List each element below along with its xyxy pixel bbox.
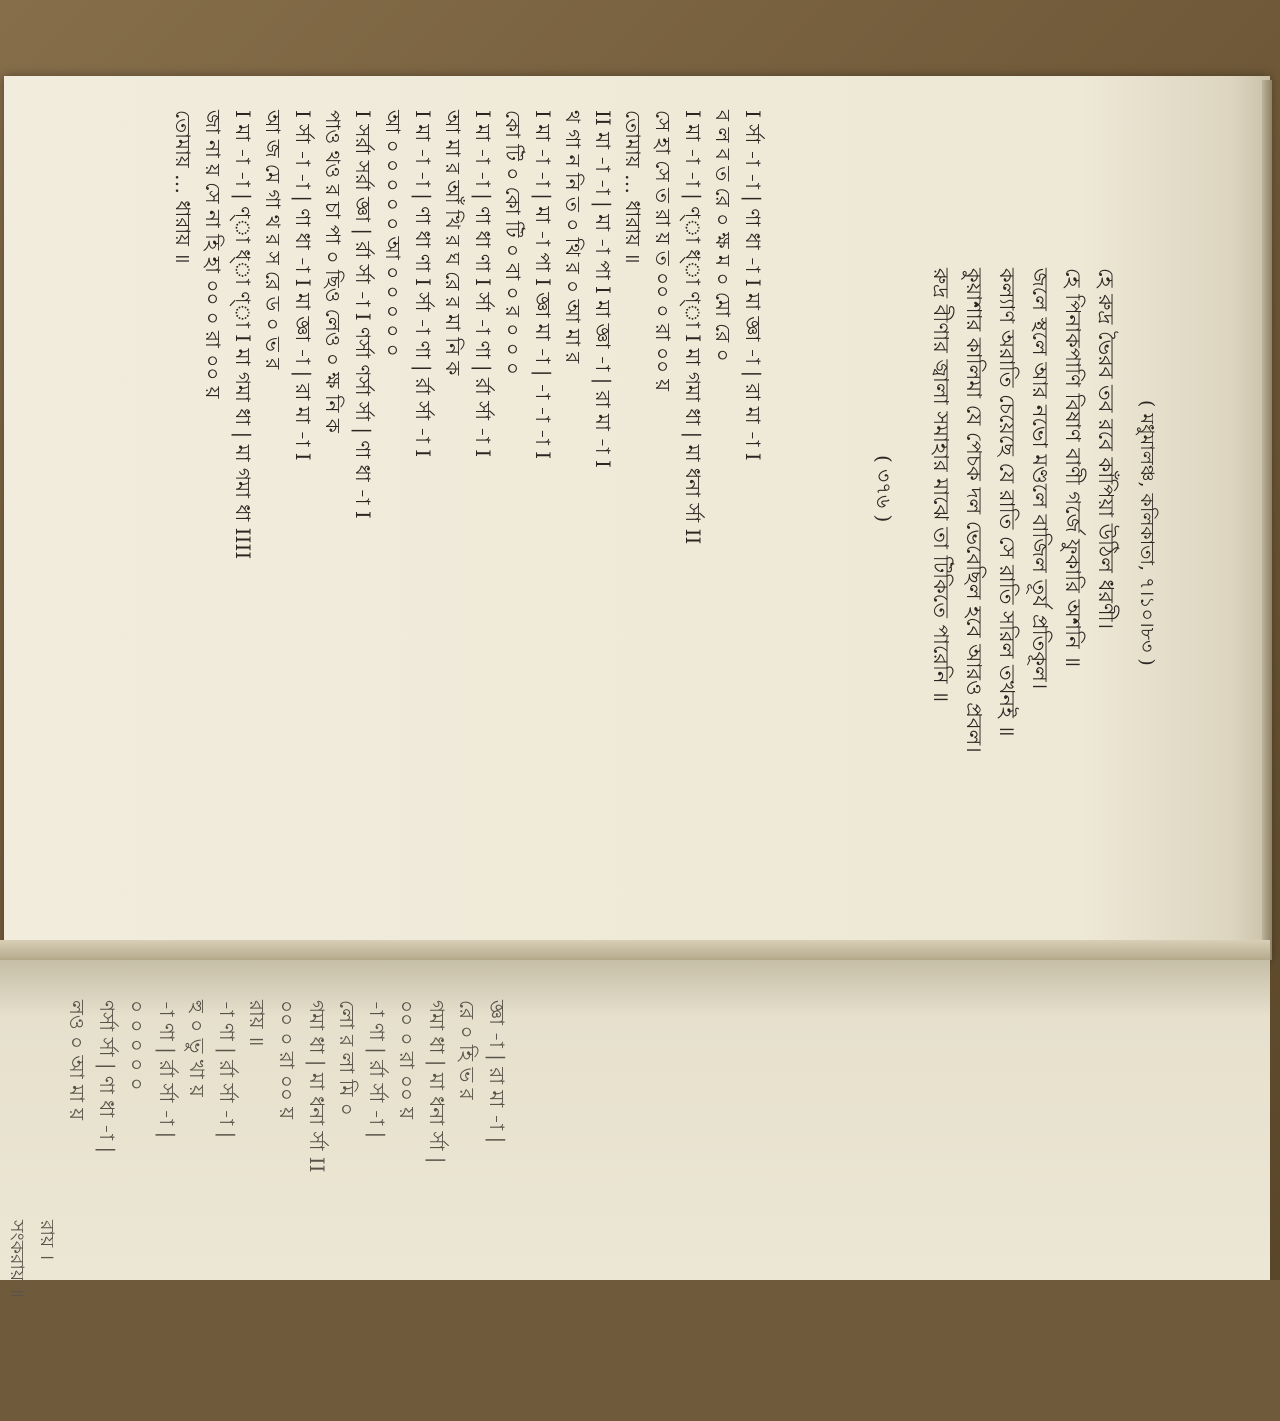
- facing-notation-row: রে ০ হি ভ র: [455, 1000, 479, 1100]
- notation-row: সে হা সে ত রা য় ত ০০ ০ রা ০০ য়: [651, 110, 675, 392]
- facing-text-line: [0, 1220, 2, 1421]
- notation-row: কো টি ০ কো টি ০ বা ০ র ০ ০ ০: [501, 110, 525, 375]
- composition-caption: ( মধুমালঞ্চ, কলিকাতা, ৭।১০।৮৩ ): [1136, 400, 1158, 666]
- notation-block: [168, 110, 768, 930]
- lyric-line: জলে স্থলে আর নভো মণ্ডলে বাজিল তূর্য প্রতিকূল।: [1028, 268, 1052, 690]
- facing-notation-row: গমা ধা | মা ধনা র্সা II: [305, 1000, 329, 1173]
- facing-text-line: রায় ।: [36, 1220, 58, 1260]
- facing-notation-row: ০০ ০ রা ০০ য়: [275, 1000, 299, 1120]
- song-number: ( ৩৭৬ ): [872, 455, 896, 523]
- lyric-line: কল্যাণ অরাতি চেয়েছে যে রাতি সে রাতি সরিল তখনই ॥: [995, 268, 1019, 737]
- notation-row: তোমায় … ধারায় ॥: [171, 110, 195, 264]
- facing-text-line: সংকরায় ॥: [6, 1220, 28, 1298]
- notation-row: থ গা ন নি ত ০ থি র ০ আ মা র: [561, 110, 585, 364]
- notation-row: জা না য় সে না হি হা ০০ ০ রা ০০ য়: [201, 110, 225, 399]
- facing-notation-row: ০০ ০ রা ০০ য়: [395, 1000, 419, 1120]
- facing-notation-row: রায় ॥: [245, 1000, 269, 1047]
- facing-notation-row: গমা ধা | মা ধনা র্সা |: [425, 1000, 449, 1164]
- lyric-line: কুয়াশার কালিমা যে পেচক দল ভেবেছিল হবে আরও প্রবল।: [962, 268, 986, 753]
- lyric-line: হে রুদ্র ভৈরব তব রবে কাঁপিয়া উঠিল ধরণী।: [1094, 268, 1118, 630]
- notation-row: I মা -া -া | ণ্‌া ধ্‌া ণ্‌া I মা গমা ধা | মা ধনা র্সা II: [681, 110, 705, 545]
- notation-row: I মা -া -া | ণা ধা ণা I র্সা -া ণা | র্রা র্সা -া I: [471, 110, 495, 458]
- notation-row: পাও থও র চা পা ০ ছিও লেও ০ ক্ষ নি ক: [321, 110, 345, 433]
- lyrics-block: [924, 268, 1122, 828]
- notation-row: আ জ মে গা থ র স রে ড ০ ভ র: [261, 110, 285, 370]
- notation-row: I সর্রা সর্রা জ্ঞা | র্রা র্সা -া I ণর্সা ণর্সা র্সা | ণা ধা -া I: [351, 110, 375, 519]
- facing-text-block: [0, 1220, 62, 1421]
- facing-notation-block: [62, 1000, 512, 1173]
- facing-notation-row: -া ণা | র্রা র্সা -া |: [365, 1000, 389, 1139]
- notation-row: I র্সা -া -া | ণা ধা -া I মা জ্ঞা -া | রা মা -া I: [291, 110, 315, 461]
- facing-notation-row: লো র লা মি ০: [335, 1000, 359, 1116]
- notation-row: I র্সা -া -া | ণা ধা -া I মা জ্ঞা -া | রা মা -া I: [741, 110, 765, 461]
- facing-notation-row: ০ ০ ০ ০ ০: [125, 1000, 149, 1091]
- page-edge: [1262, 80, 1272, 960]
- facing-notation-row: হু ০ ভু খা য়: [185, 1000, 209, 1097]
- notation-row: I মা -া -া | ণ্‌া ধ্‌া ণ্‌া I মা গমা ধা | মা গমা ধা IIII: [231, 110, 255, 560]
- facing-notation-row: লও ০ আ মা য়: [65, 1000, 89, 1121]
- facing-notation-row: -া ণা | র্রা র্সা -া |: [215, 1000, 239, 1139]
- facing-notation-row: -া ণা | র্রা র্সা -া |: [155, 1000, 179, 1139]
- notation-row: আ ০ ০ ০ ০ ০ আ ০ ০ ০ ০ ০: [381, 110, 405, 357]
- lyric-line: হে পিনাকপাণি বিষাণ বাণী গর্জে ফুকারি অশনি ॥: [1061, 268, 1085, 668]
- lyric-line: রুদ্র বীণার জ্বালা সমাহার মাঝে তা টিকিতে পারেনি ॥: [929, 268, 953, 703]
- notation-row: I মা -া -া | ণা ধা ণা I র্সা -া ণা | র্রা র্সা -া I: [411, 110, 435, 458]
- notation-row: II মা -া -া | মা -া পা I মা জ্ঞা -া | রা মা -া I: [591, 110, 615, 468]
- facing-notation-row: জ্ঞা -া | রা মা -া |: [485, 1000, 509, 1144]
- notation-row: I মা -া -া | মা -া পা I জ্ঞা মা -া | -া -া -া I: [531, 110, 555, 460]
- notation-row: আ মা র আঁ খি র ঘ রে র মা নি ক: [441, 110, 465, 376]
- notation-row: ব ল ব ত রে ০ ক্ষ ম ০ মো রে ০: [711, 110, 735, 362]
- notation-row: তোমায় … ধারায় ॥: [621, 110, 645, 264]
- facing-notation-row: ণর্সা র্সা | ণা ধা -া |: [95, 1000, 119, 1154]
